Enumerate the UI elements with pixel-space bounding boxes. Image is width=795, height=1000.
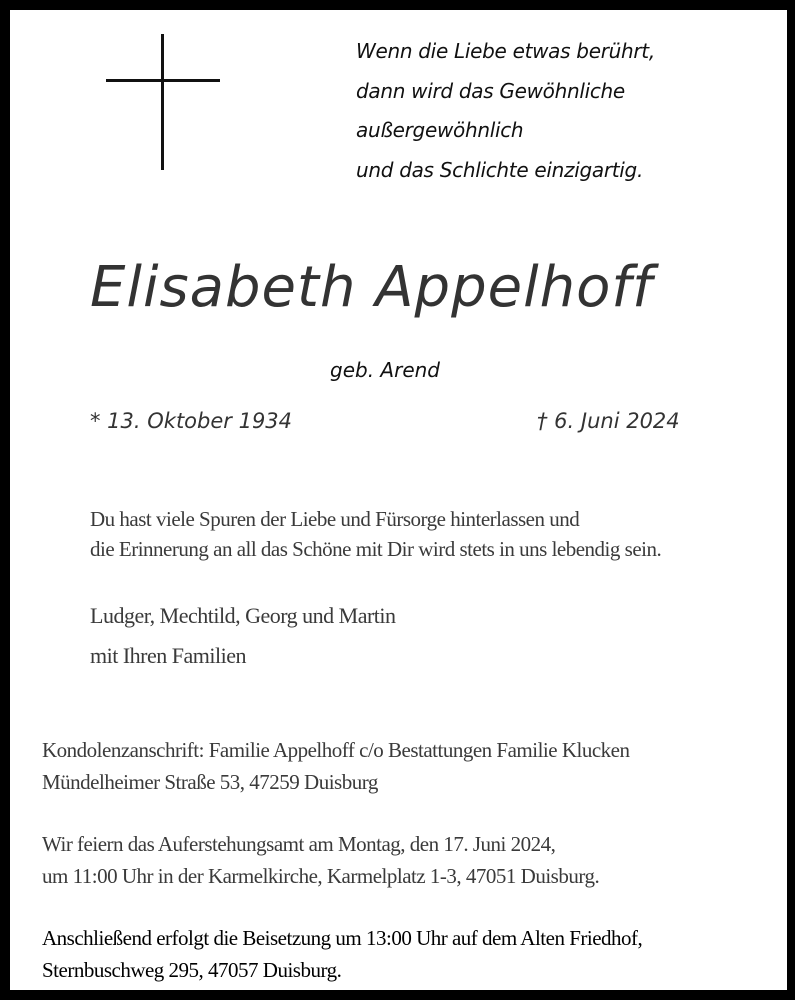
quote-line: Wenn die Liebe etwas berührt, [356, 39, 655, 63]
farewell-message [90, 504, 661, 564]
message-line: die Erinnerung an all das Schöne mit Dir wird stets in uns lebendig sein. [90, 537, 662, 561]
condolence-address [42, 734, 629, 798]
deceased-name: Elisabeth Appelhoff [90, 255, 653, 320]
mourners-line: Ludger, Mechtild, Georg und Martin [90, 603, 396, 628]
mourners [90, 596, 396, 676]
quote-line: dann wird das Gewöhnliche [356, 78, 625, 103]
cross-horizontal-bar [106, 79, 220, 82]
condolence-line: Mündelheimer Straße 53, 47259 Duisburg [42, 770, 378, 794]
quote-line: außergewöhnlich [356, 118, 524, 142]
burial-line: Sternbuschweg 295, 47057 Duisburg. [42, 958, 342, 982]
service-info [42, 828, 599, 892]
service-line: um 11:00 Uhr in der Karmelkirche, Karmelplatz 1-3, 47051 Duisburg. [42, 864, 600, 888]
message-line: Du hast viele Spuren der Liebe und Fürsorge hinterlassen und [90, 507, 580, 531]
obituary-notice [10, 10, 787, 990]
service-line: Wir feiern das Auferstehungsamt am Montag, den 17. Juni 2024, [42, 832, 556, 856]
birth-date: * 13. Oktober 1934 [90, 409, 293, 433]
burial-info [42, 922, 642, 986]
condolence-line: Kondolenzanschrift: Familie Appelhoff c/o Bestattungen Familie Klucken [42, 738, 630, 762]
birth-name: geb. Arend [330, 358, 440, 382]
burial-line: Anschließend erfolgt die Beisetzung um 13:00 Uhr auf dem Alten Friedhof, [42, 926, 643, 950]
cross-vertical-bar [161, 34, 164, 170]
quote-line: und das Schlichte einzigartig. [356, 157, 644, 182]
mourners-line: mit Ihren Familien [90, 643, 246, 668]
quote [356, 32, 655, 190]
death-date: † 6. Juni 2024 [537, 409, 680, 433]
